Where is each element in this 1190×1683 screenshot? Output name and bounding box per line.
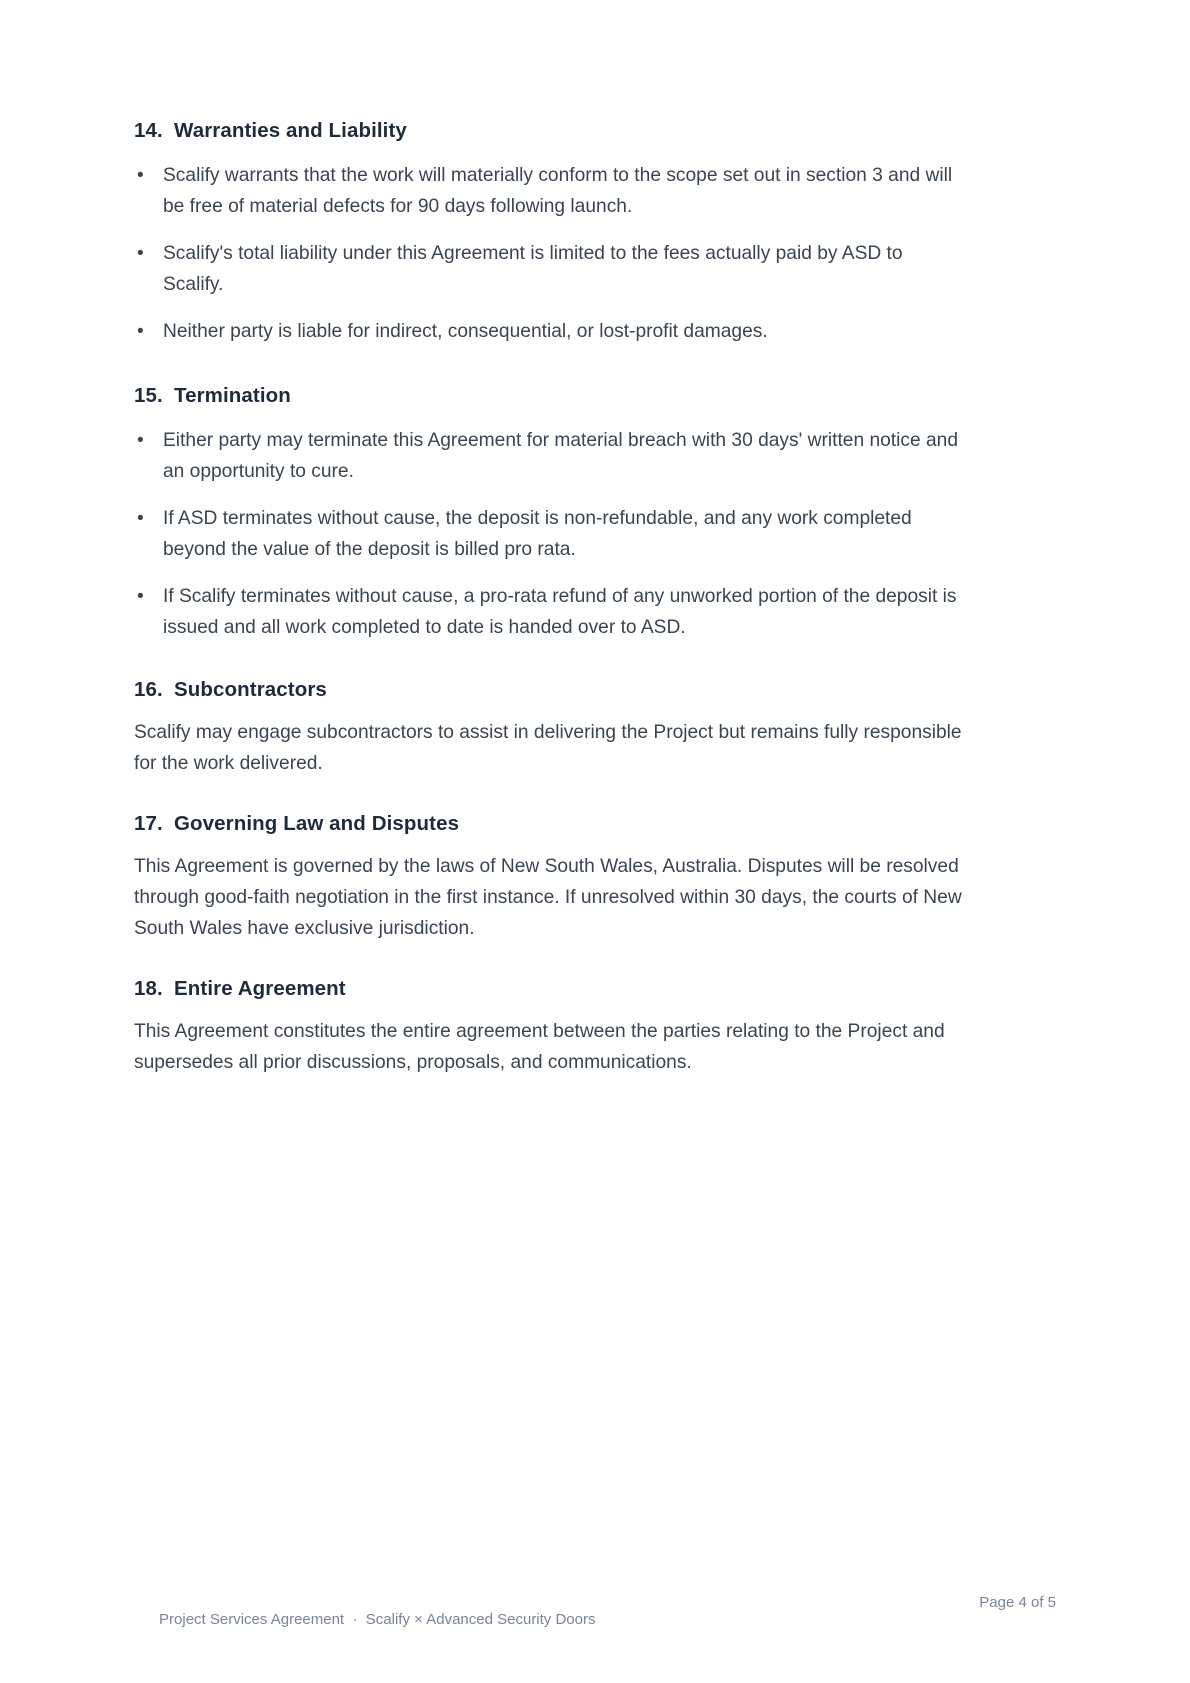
list-item-text: Scalify warrants that the work will materially conform to the scope set out in section 3 and will be free of material defects for 90 days following launch. bbox=[163, 164, 953, 217]
list-item bbox=[134, 503, 964, 565]
bullet-icon: • bbox=[137, 164, 144, 186]
page-footer bbox=[134, 1594, 1056, 1645]
section-14-title: Warranties and Liability bbox=[174, 119, 407, 142]
list-item-text: Either party may terminate this Agreement for material breach with 30 days' written notice and an opportunity to cure. bbox=[163, 429, 958, 482]
footer-document-label bbox=[134, 1594, 596, 1645]
list-item-text: If ASD terminates without cause, the deposit is non-refundable, and any work completed beyond the value of the deposit is billed pro rata. bbox=[163, 507, 912, 561]
section-18-title: Entire Agreement bbox=[174, 977, 346, 1001]
section-18-heading bbox=[134, 976, 964, 1003]
section-18-number: 18. bbox=[134, 977, 163, 1001]
section-16-title: Subcontractors bbox=[174, 678, 327, 702]
footer-parties: Scalify × Advanced Security Doors bbox=[365, 1611, 596, 1628]
section-16-paragraph: Scalify may engage subcontractors to assist in delivering the Project but remains fully responsible for the work delivered. bbox=[134, 721, 962, 775]
footer-document-title: Project Services Agreement bbox=[159, 1611, 345, 1628]
section-17-title: Governing Law and Disputes bbox=[174, 812, 460, 836]
section-14-heading bbox=[134, 118, 964, 145]
bullet-icon: • bbox=[137, 586, 144, 608]
section-16-number: 16. bbox=[134, 678, 163, 702]
bullet-icon: • bbox=[137, 429, 144, 451]
section-18 bbox=[134, 976, 964, 1078]
section-15 bbox=[134, 383, 964, 643]
section-18-paragraph: This Agreement constitutes the entire agreement between the parties relating to the Project and supersedes all prior discussions, proposals, and communications. bbox=[134, 1020, 945, 1073]
list-item bbox=[134, 160, 964, 222]
section-16-heading bbox=[134, 677, 964, 704]
list-item-text: Neither party is liable for indirect, consequential, or lost-profit damages. bbox=[163, 321, 768, 343]
section-15-heading bbox=[134, 383, 964, 410]
section-17-paragraph: This Agreement is governed by the laws of New South Wales, Australia. Disputes will be resolved through good-faith negotiation in the first instance. If unresolved within 30 days, the courts of New South Wales have exclusive jurisdiction. bbox=[134, 855, 962, 939]
section-14 bbox=[134, 118, 964, 347]
section-16 bbox=[134, 677, 964, 779]
list-item bbox=[134, 425, 964, 487]
section-17-number: 17. bbox=[134, 812, 163, 836]
page-content bbox=[134, 118, 964, 1078]
footer-page-number: Page 4 of 5 bbox=[979, 1594, 1056, 1611]
bullet-icon: • bbox=[137, 242, 144, 264]
footer-separator: · bbox=[352, 1611, 358, 1628]
list-item bbox=[134, 316, 964, 347]
bullet-icon: • bbox=[137, 321, 144, 343]
section-15-title: Termination bbox=[174, 384, 291, 408]
section-17 bbox=[134, 811, 964, 944]
section-14-bullet-list bbox=[134, 160, 964, 347]
list-item bbox=[134, 238, 964, 300]
list-item bbox=[134, 581, 964, 643]
list-item-text: Scalify's total liability under this Agreement is limited to the fees actually paid by ASD to Scalify. bbox=[163, 242, 903, 295]
bullet-icon: • bbox=[137, 507, 144, 529]
list-item-text: If Scalify terminates without cause, a pro-rata refund of any unworked portion of the deposit is issued and all work completed to date is handed over to ASD. bbox=[163, 586, 957, 639]
section-17-heading bbox=[134, 811, 964, 838]
section-15-bullet-list bbox=[134, 425, 964, 644]
section-14-number: 14. bbox=[134, 119, 163, 142]
section-15-number: 15. bbox=[134, 384, 163, 408]
